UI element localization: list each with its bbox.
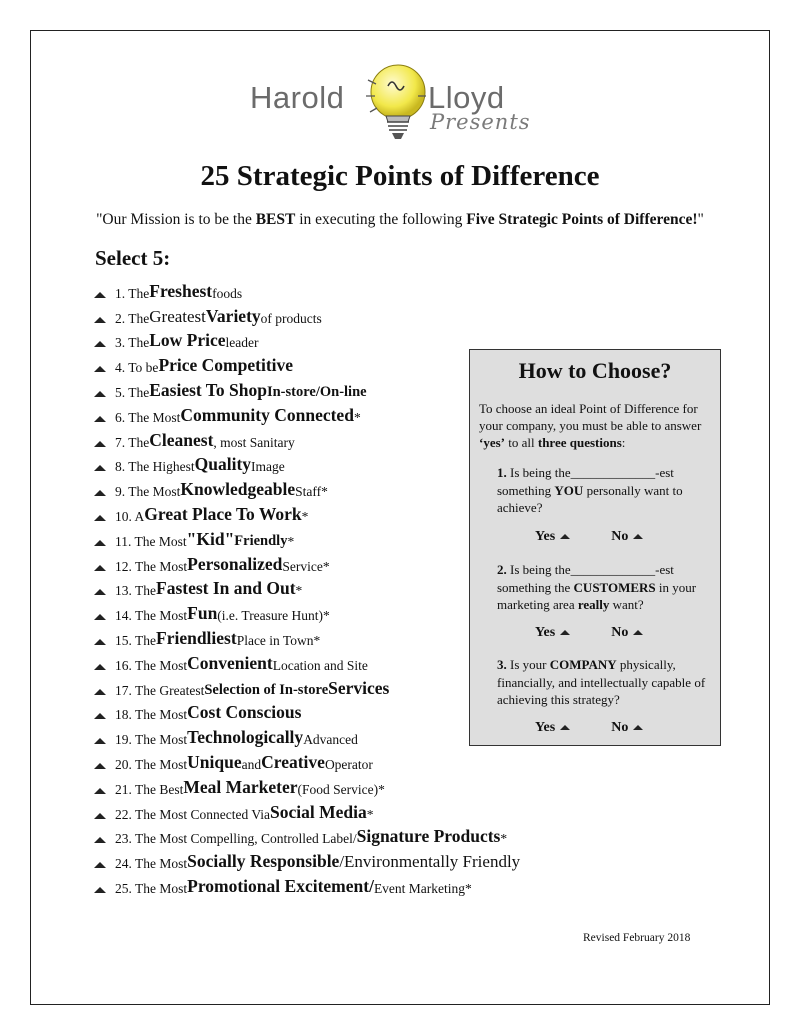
no-option[interactable] bbox=[611, 529, 644, 545]
point-item[interactable] bbox=[93, 327, 653, 352]
point-text-segment: Variety bbox=[205, 305, 261, 326]
yes-option[interactable] bbox=[535, 625, 571, 641]
yes-label: Yes bbox=[535, 625, 556, 640]
yes-no-2 bbox=[535, 625, 695, 641]
point-text-segment: "Kid" bbox=[186, 528, 235, 549]
question-3 bbox=[497, 656, 712, 709]
point-text-segment: Cleanest bbox=[149, 429, 214, 450]
point-item[interactable] bbox=[93, 847, 653, 872]
point-text-segment: 19. The Most bbox=[115, 732, 188, 748]
point-text-segment: 5. The bbox=[115, 384, 150, 400]
question-text-segment: really bbox=[577, 597, 610, 612]
point-text-segment: Signature Products bbox=[356, 826, 501, 847]
point-text-segment: Social Media bbox=[270, 801, 367, 822]
point-text-segment: Quality bbox=[194, 454, 252, 475]
point-text-segment: (Food Service)* bbox=[297, 781, 385, 797]
point-text-segment: 17. The Greatest bbox=[115, 682, 205, 698]
question-text-segment: YOU bbox=[554, 482, 584, 498]
point-text-segment: Services bbox=[328, 677, 390, 698]
question-text-segment: 1. bbox=[497, 465, 507, 480]
point-text-segment: Unique bbox=[187, 751, 242, 772]
point-text-segment: Staff* bbox=[295, 484, 328, 500]
question-text-segment: personally want to achieve? bbox=[497, 482, 683, 515]
point-text-segment: Friendliest bbox=[156, 627, 237, 648]
point-item[interactable] bbox=[93, 798, 653, 823]
logo-name-right: Lloyd bbox=[428, 80, 505, 115]
point-text-segment: , most Sanitary bbox=[213, 434, 295, 450]
no-label: No bbox=[611, 529, 629, 544]
point-text-segment: Place in Town* bbox=[236, 632, 321, 648]
yes-option[interactable] bbox=[535, 720, 571, 736]
point-text-segment: Friendly bbox=[234, 532, 288, 549]
mission-mid: in executing the following bbox=[295, 211, 467, 228]
point-text-segment: 7. The bbox=[115, 434, 150, 450]
point-text-segment: of products bbox=[260, 310, 322, 326]
question-2 bbox=[497, 561, 712, 614]
mission-five: Five Strategic Points of Difference! bbox=[466, 211, 698, 228]
point-text-segment: 25. The Most bbox=[115, 880, 188, 896]
point-text-segment: Price Competitive bbox=[158, 355, 294, 376]
point-text-segment: Creative bbox=[261, 751, 325, 772]
ballot-box-icon bbox=[93, 861, 107, 869]
point-item[interactable] bbox=[93, 872, 653, 897]
how-to-choose-box bbox=[469, 349, 721, 746]
how-to-choose-intro bbox=[479, 400, 715, 451]
question-text-segment: Is your bbox=[506, 657, 550, 672]
point-text-segment: Fun bbox=[187, 603, 218, 624]
ballot-box-icon bbox=[93, 514, 107, 522]
point-text-segment: * bbox=[366, 806, 374, 822]
point-text-segment: Greatest bbox=[149, 306, 206, 326]
point-text-segment: Advanced bbox=[303, 732, 358, 748]
ballot-box-icon bbox=[93, 836, 107, 844]
ballot-box-icon bbox=[93, 638, 107, 646]
point-text-segment: Knowledgeable bbox=[180, 479, 296, 500]
point-text-segment: Cost Conscious bbox=[187, 702, 302, 723]
select-heading: Select 5: bbox=[95, 246, 171, 270]
ballot-box-icon bbox=[93, 762, 107, 770]
ballot-box-icon bbox=[93, 340, 107, 348]
question-text-segment: physically, financially, and intellectually capable of achieving this strategy? bbox=[497, 657, 706, 707]
point-text-segment: * bbox=[353, 409, 361, 425]
ballot-box-icon bbox=[559, 629, 571, 636]
ballot-box-icon bbox=[632, 724, 644, 731]
ballot-box-icon bbox=[93, 787, 107, 795]
point-text-segment: Fastest In and Out bbox=[156, 578, 296, 599]
point-text-segment: 12. The Most bbox=[115, 558, 188, 574]
point-text-segment: 3. The bbox=[115, 335, 150, 351]
revised-date: Revised February 2018 bbox=[583, 932, 691, 944]
ballot-box-icon bbox=[632, 533, 644, 540]
point-text-segment: * bbox=[287, 533, 295, 549]
point-item[interactable] bbox=[93, 773, 653, 798]
ballot-box-icon bbox=[93, 464, 107, 472]
point-text-segment: Socially Responsible bbox=[187, 851, 340, 872]
ballot-box-icon bbox=[93, 291, 107, 299]
ballot-box-icon bbox=[93, 316, 107, 324]
question-text-segment: CUSTOMERS bbox=[573, 579, 656, 595]
point-text-segment: 2. The bbox=[115, 310, 150, 326]
mission-best: BEST bbox=[255, 211, 296, 228]
no-label: No bbox=[611, 720, 629, 735]
point-text-segment: Technologically bbox=[187, 727, 304, 748]
point-text-segment: leader bbox=[225, 335, 259, 351]
ballot-box-icon bbox=[632, 629, 644, 636]
ballot-box-icon bbox=[93, 489, 107, 497]
ballot-box-icon bbox=[93, 663, 107, 671]
point-text-segment: and bbox=[241, 756, 262, 772]
yes-no-3 bbox=[535, 720, 695, 736]
intro-b: to all bbox=[505, 435, 538, 450]
intro-a: To choose an ideal Point of Difference for your company, you must be able to answer bbox=[479, 401, 702, 433]
point-text-segment: (i.e. Treasure Hunt)* bbox=[217, 608, 330, 624]
point-text-segment: Image bbox=[251, 459, 285, 475]
point-text-segment: 18. The Most bbox=[115, 707, 188, 723]
ballot-box-icon bbox=[93, 588, 107, 596]
point-item[interactable] bbox=[93, 277, 653, 302]
yes-label: Yes bbox=[535, 720, 556, 735]
point-text-segment: Great Place To Work bbox=[144, 503, 302, 524]
point-text-segment: 4. To be bbox=[115, 360, 159, 376]
point-text-segment: 15. The bbox=[115, 632, 156, 648]
no-option[interactable] bbox=[611, 720, 644, 736]
ballot-box-icon bbox=[93, 365, 107, 373]
point-text-segment: Personalized bbox=[187, 553, 283, 574]
logo-tagline: Presents bbox=[430, 110, 531, 134]
point-text-segment: * bbox=[500, 831, 508, 847]
ballot-box-icon bbox=[93, 886, 107, 894]
mission-statement bbox=[0, 211, 800, 229]
ballot-box-icon bbox=[559, 533, 571, 540]
no-label: No bbox=[611, 625, 629, 640]
point-item[interactable] bbox=[93, 748, 653, 773]
point-text-segment: 11. The Most bbox=[115, 533, 187, 549]
point-text-segment: 10. A bbox=[115, 508, 145, 524]
ballot-box-icon bbox=[93, 812, 107, 820]
point-text-segment: Meal Marketer bbox=[183, 776, 298, 797]
point-text-segment: 24. The Most bbox=[115, 856, 188, 872]
point-text-segment: Freshest bbox=[149, 280, 213, 301]
point-text-segment: 21. The Best bbox=[115, 781, 184, 797]
point-text-segment: In-store/On-line bbox=[266, 383, 367, 400]
point-text-segment: 22. The Most Connected Via bbox=[115, 806, 271, 822]
question-1 bbox=[497, 464, 712, 517]
point-text-segment: 20. The Most bbox=[115, 756, 188, 772]
question-text-segment: want? bbox=[609, 597, 644, 612]
point-text-segment: Event Marketing* bbox=[373, 880, 472, 896]
point-text-segment: 1. The bbox=[115, 285, 150, 301]
mission-pre: "Our Mission is to be the bbox=[96, 211, 256, 228]
ballot-box-icon bbox=[93, 737, 107, 745]
lightbulb-icon bbox=[362, 62, 432, 142]
ballot-box-icon bbox=[559, 724, 571, 731]
yes-label: Yes bbox=[535, 529, 556, 544]
question-text-segment: Is being the_____________-est something bbox=[497, 465, 674, 498]
point-text-segment: Promotional Excitement/ bbox=[187, 875, 374, 896]
logo bbox=[250, 62, 550, 142]
logo-name-left: Harold bbox=[250, 80, 345, 115]
point-text-segment: Operator bbox=[324, 756, 373, 772]
question-text-segment: COMPANY bbox=[549, 657, 617, 672]
ballot-box-icon bbox=[93, 440, 107, 448]
point-text-segment: * bbox=[295, 583, 303, 599]
intro-c: : bbox=[621, 435, 626, 450]
point-text-segment: 9. The Most bbox=[115, 484, 181, 500]
point-text-segment: * bbox=[301, 508, 309, 524]
question-text-segment: 2. bbox=[497, 562, 507, 577]
point-text-segment: Convenient bbox=[187, 652, 273, 673]
question-text-segment: in your marketing area bbox=[497, 579, 697, 612]
ballot-box-icon bbox=[93, 564, 107, 572]
ballot-box-icon bbox=[93, 712, 107, 720]
mission-post: " bbox=[697, 211, 704, 228]
point-text-segment: 23. The Most Compelling, Controlled Label/ bbox=[115, 831, 357, 847]
how-to-choose-title: How to Choose? bbox=[518, 358, 672, 383]
point-text-segment: Service* bbox=[282, 558, 330, 574]
point-text-segment: 14. The Most bbox=[115, 608, 188, 624]
point-text-segment: Easiest To Shop bbox=[149, 379, 267, 400]
intro-three: three questions bbox=[537, 435, 622, 450]
question-text-segment: Is being the_____________-est something the bbox=[497, 562, 674, 595]
point-text-segment: /Environmentally Friendly bbox=[339, 852, 521, 872]
point-item[interactable] bbox=[93, 823, 653, 848]
ballot-box-icon bbox=[93, 688, 107, 696]
yes-option[interactable] bbox=[535, 529, 571, 545]
point-text-segment: 6. The Most bbox=[115, 409, 181, 425]
point-item[interactable] bbox=[93, 302, 653, 327]
ballot-box-icon bbox=[93, 539, 107, 547]
point-text-segment: Community Connected bbox=[180, 404, 354, 425]
page-title: 25 Strategic Points of Difference bbox=[200, 160, 600, 192]
ballot-box-icon bbox=[93, 390, 107, 398]
point-text-segment: 13. The bbox=[115, 583, 156, 599]
ballot-box-icon bbox=[93, 415, 107, 423]
point-text-segment: 16. The Most bbox=[115, 657, 188, 673]
point-text-segment: foods bbox=[212, 285, 243, 301]
no-option[interactable] bbox=[611, 625, 644, 641]
point-text-segment: Selection of In-store bbox=[204, 681, 329, 698]
intro-yes: ‘yes’ bbox=[479, 435, 505, 450]
point-text-segment: Location and Site bbox=[272, 657, 368, 673]
point-text-segment: 8. The Highest bbox=[115, 459, 195, 475]
point-text-segment: Low Price bbox=[149, 330, 226, 351]
yes-no-1 bbox=[535, 529, 695, 545]
question-text-segment: 3. bbox=[497, 657, 507, 672]
ballot-box-icon bbox=[93, 613, 107, 621]
